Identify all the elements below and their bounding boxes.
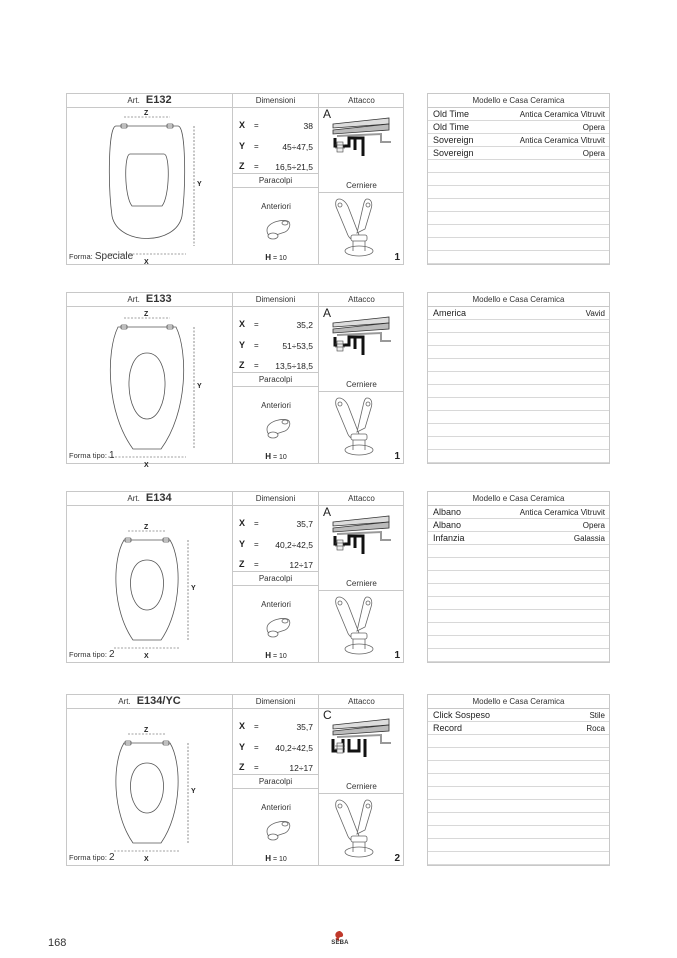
table-row (428, 225, 609, 238)
bumpers-header: Paracolpi (233, 572, 319, 586)
dim-key-x: X (239, 120, 246, 130)
dim-key-y: Y (239, 141, 246, 151)
x-dimension-label: X (144, 462, 149, 469)
page-number: 168 (48, 937, 67, 949)
models-table-header: Modello e Casa Ceramica (428, 293, 609, 307)
table-row (428, 735, 609, 748)
hinge-number: 1 (394, 650, 400, 661)
table-row (428, 852, 609, 865)
dim-value-z: 13,5÷18,5 (275, 361, 313, 371)
table-row (428, 800, 609, 813)
hinge-number: 2 (394, 853, 400, 864)
table-row (428, 722, 609, 735)
shape-type-label: Forma tipo: (69, 451, 107, 460)
model-name: Infanzia (433, 533, 465, 543)
product-card (66, 694, 404, 866)
table-row (428, 251, 609, 264)
dim-value-y: 40,2÷42,5 (275, 743, 313, 753)
dim-value-z: 12÷17 (289, 763, 313, 773)
ceramic-maker: Roca (586, 724, 605, 733)
dimensions-header: Dimensioni (233, 492, 319, 506)
product-block (0, 292, 677, 467)
toilet-seat-drawing-icon (67, 506, 231, 663)
seat-drawing (67, 108, 233, 265)
table-row (428, 545, 609, 558)
shape-type-value: Speciale (94, 251, 134, 262)
ceramic-maker: Antica Ceramica Vitruvit (519, 508, 605, 517)
bumper-icon (233, 811, 319, 851)
hinges-header: Cerniere (319, 378, 404, 392)
height-number: = 10 (272, 255, 287, 262)
model-name: America (433, 308, 467, 318)
table-row (428, 649, 609, 662)
mounting-header: Attacco (319, 293, 404, 307)
table-row (428, 307, 609, 320)
table-row (428, 709, 609, 722)
article-label: Art. (127, 295, 140, 304)
table-row (428, 186, 609, 199)
mounting-type-letter: C (323, 708, 332, 722)
dim-eq: = (254, 320, 259, 329)
dimension-row-x (233, 717, 319, 737)
ceramic-maker: Stile (589, 711, 605, 720)
bumpers-panel (233, 789, 319, 866)
bumpers-type: Anteriori (261, 202, 291, 211)
model-name: Albano (433, 507, 462, 517)
seat-drawing (67, 709, 233, 866)
table-row (428, 437, 609, 450)
dimension-row-x (233, 514, 319, 534)
product-block (0, 491, 677, 666)
dimensions-header: Dimensioni (233, 94, 319, 108)
z-dimension-label: Z (144, 727, 149, 734)
models-table (427, 491, 610, 663)
shape-type-value: 2 (109, 852, 115, 863)
table-row (428, 333, 609, 346)
toilet-seat-drawing-icon (67, 307, 231, 469)
models-table (427, 93, 610, 265)
shape-type (69, 852, 115, 863)
table-row (428, 108, 609, 121)
hinges-panel (319, 193, 404, 265)
seat-drawing (67, 506, 233, 663)
article-header (67, 492, 233, 506)
table-row (428, 398, 609, 411)
shape-type-value: 2 (109, 649, 115, 660)
model-name: Albano (433, 520, 462, 530)
models-table-header: Modello e Casa Ceramica (428, 492, 609, 506)
bumpers-panel (233, 188, 319, 265)
models-table (427, 694, 610, 866)
dimensions-header: Dimensioni (233, 695, 319, 709)
mounting-header: Attacco (319, 492, 404, 506)
height-number: = 10 (272, 856, 287, 863)
product-block (0, 694, 677, 869)
dim-eq: = (254, 763, 259, 772)
product-block (0, 93, 677, 268)
hinge-number: 1 (394, 451, 400, 462)
hinges-panel (319, 794, 404, 866)
table-row (428, 506, 609, 519)
article-code: E133 (145, 293, 172, 305)
table-row (428, 238, 609, 251)
dimensions-panel (233, 108, 319, 174)
y-dimension-label: Y (191, 788, 196, 795)
table-row (428, 813, 609, 826)
ceramic-maker: Vavid (585, 309, 605, 318)
bumper-icon (233, 210, 319, 250)
height-number: = 10 (272, 653, 287, 660)
mount-profile-icon (319, 116, 404, 186)
table-row (428, 826, 609, 839)
height-value (233, 854, 319, 863)
table-row (428, 359, 609, 372)
models-table-header: Modello e Casa Ceramica (428, 94, 609, 108)
hinge-number: 1 (394, 252, 400, 263)
dim-value-x: 38 (303, 121, 313, 131)
shape-type-label: Forma: (69, 252, 93, 261)
shape-type-label: Forma tipo: (69, 650, 107, 659)
article-code: E134 (145, 492, 172, 504)
table-row (428, 320, 609, 333)
mount-profile-icon (319, 315, 404, 385)
mounting-type-letter: A (323, 306, 332, 320)
z-dimension-label: Z (144, 524, 149, 531)
table-row (428, 597, 609, 610)
article-header (67, 293, 233, 307)
table-row (428, 748, 609, 761)
dim-eq: = (254, 162, 259, 171)
height-key: H (265, 651, 271, 660)
bumpers-type: Anteriori (261, 600, 291, 609)
dimensions-header: Dimensioni (233, 293, 319, 307)
shape-type-label: Forma tipo: (69, 853, 107, 862)
hinges-header: Cerniere (319, 179, 404, 193)
height-value (233, 253, 319, 262)
shape-type (69, 450, 115, 461)
dimension-row-y (233, 738, 319, 758)
table-row (428, 761, 609, 774)
hinge-icon (319, 591, 404, 663)
seba-logo-text: SEBA (331, 940, 349, 946)
model-name: Old Time (433, 122, 470, 132)
hinges-header: Cerniere (319, 577, 404, 591)
table-row (428, 571, 609, 584)
mounting-header: Attacco (319, 94, 404, 108)
dim-key-z: Z (239, 360, 245, 370)
dim-value-z: 16,5÷21,5 (275, 162, 313, 172)
dimension-row-y (233, 535, 319, 555)
mounting-type-letter: A (323, 505, 332, 519)
toilet-seat-drawing-icon (67, 108, 231, 265)
model-name: Click Sospeso (433, 710, 491, 720)
table-row (428, 450, 609, 463)
model-name: Sovereign (433, 148, 474, 158)
x-dimension-label: X (144, 856, 149, 863)
ceramic-maker: Opera (582, 123, 605, 132)
table-row (428, 134, 609, 147)
table-row (428, 610, 609, 623)
bumper-icon (233, 409, 319, 449)
dim-value-x: 35,7 (296, 722, 313, 732)
table-row (428, 385, 609, 398)
table-row (428, 519, 609, 532)
dimensions-panel (233, 506, 319, 572)
models-table (427, 292, 610, 464)
bumpers-type: Anteriori (261, 401, 291, 410)
ceramic-maker: Galassia (573, 534, 605, 543)
mount-profile-icon (319, 514, 404, 584)
shape-type (69, 649, 115, 660)
shape-type (69, 251, 133, 262)
mount-profile-icon (319, 717, 404, 787)
dim-value-x: 35,7 (296, 519, 313, 529)
dim-eq: = (254, 361, 259, 370)
seat-drawing (67, 307, 233, 469)
y-dimension-label: Y (191, 585, 196, 592)
table-row (428, 424, 609, 437)
bumpers-header: Paracolpi (233, 775, 319, 789)
dim-key-x: X (239, 319, 246, 329)
product-card (66, 292, 404, 469)
hinge-icon (319, 392, 404, 464)
bumpers-header: Paracolpi (233, 373, 319, 387)
table-row (428, 636, 609, 649)
dimensions-panel (233, 709, 319, 775)
dim-eq: = (254, 142, 259, 151)
y-dimension-label: Y (197, 181, 202, 188)
product-card (66, 491, 404, 663)
table-row (428, 774, 609, 787)
x-dimension-label: X (144, 653, 149, 660)
table-row (428, 147, 609, 160)
article-code: E134/YC (136, 695, 181, 707)
ceramic-maker: Antica Ceramica Vitruvit (519, 136, 605, 145)
table-row (428, 121, 609, 134)
article-label: Art. (127, 494, 140, 503)
toilet-seat-drawing-icon (67, 709, 231, 866)
dim-key-z: Z (239, 762, 245, 772)
dimensions-panel (233, 307, 319, 373)
dim-value-z: 12÷17 (289, 560, 313, 570)
height-key: H (265, 854, 271, 863)
dim-eq: = (254, 560, 259, 569)
hinge-icon (319, 794, 404, 866)
height-value (233, 651, 319, 660)
dim-key-z: Z (239, 161, 245, 171)
models-table-header: Modello e Casa Ceramica (428, 695, 609, 709)
table-row (428, 558, 609, 571)
y-dimension-label: Y (197, 383, 202, 390)
table-row (428, 584, 609, 597)
dimension-row-x (233, 315, 319, 335)
dim-eq: = (254, 540, 259, 549)
dim-key-z: Z (239, 559, 245, 569)
dim-eq: = (254, 341, 259, 350)
height-key: H (265, 253, 271, 262)
seba-logo (328, 929, 352, 949)
dim-value-y: 40,2÷42,5 (275, 540, 313, 550)
article-label: Art. (118, 697, 131, 706)
z-dimension-label: Z (144, 110, 149, 117)
bumpers-panel (233, 586, 319, 663)
table-row (428, 199, 609, 212)
model-name: Old Time (433, 109, 470, 119)
article-code: E132 (145, 94, 172, 106)
dim-eq: = (254, 722, 259, 731)
bumpers-type: Anteriori (261, 803, 291, 812)
bumper-icon (233, 608, 319, 648)
article-header (67, 695, 233, 709)
dim-value-x: 35,2 (296, 320, 313, 330)
dimension-row-y (233, 137, 319, 157)
table-row (428, 346, 609, 359)
dim-value-y: 51÷53,5 (282, 341, 313, 351)
dim-key-y: Y (239, 539, 246, 549)
dim-key-y: Y (239, 340, 246, 350)
model-name: Sovereign (433, 135, 474, 145)
shape-type-value: 1 (109, 450, 115, 461)
ceramic-maker: Antica Ceramica Vitruvit (519, 110, 605, 119)
dim-eq: = (254, 121, 259, 130)
mounting-header: Attacco (319, 695, 404, 709)
dimension-row-x (233, 116, 319, 136)
ceramic-maker: Opera (582, 149, 605, 158)
dimension-row-y (233, 336, 319, 356)
table-row (428, 623, 609, 636)
ceramic-maker: Opera (582, 521, 605, 530)
dim-key-x: X (239, 518, 246, 528)
model-name: Record (433, 723, 463, 733)
hinges-panel (319, 591, 404, 663)
height-value (233, 452, 319, 461)
article-label: Art. (127, 96, 140, 105)
table-row (428, 839, 609, 852)
hinges-header: Cerniere (319, 780, 404, 794)
bumpers-panel (233, 387, 319, 464)
table-row (428, 787, 609, 800)
hinges-panel (319, 392, 404, 464)
dim-eq: = (254, 519, 259, 528)
x-dimension-label: X (144, 259, 149, 266)
height-key: H (265, 452, 271, 461)
dim-key-x: X (239, 721, 246, 731)
table-row (428, 532, 609, 545)
dim-key-y: Y (239, 742, 246, 752)
table-row (428, 212, 609, 225)
table-row (428, 372, 609, 385)
dim-eq: = (254, 743, 259, 752)
bumpers-header: Paracolpi (233, 174, 319, 188)
z-dimension-label: Z (144, 311, 149, 318)
height-number: = 10 (272, 454, 287, 461)
table-row (428, 173, 609, 186)
dim-value-y: 45÷47,5 (282, 142, 313, 152)
product-card (66, 93, 404, 265)
table-row (428, 160, 609, 173)
table-row (428, 411, 609, 424)
mounting-type-letter: A (323, 107, 332, 121)
hinge-icon (319, 193, 404, 265)
article-header (67, 94, 233, 108)
